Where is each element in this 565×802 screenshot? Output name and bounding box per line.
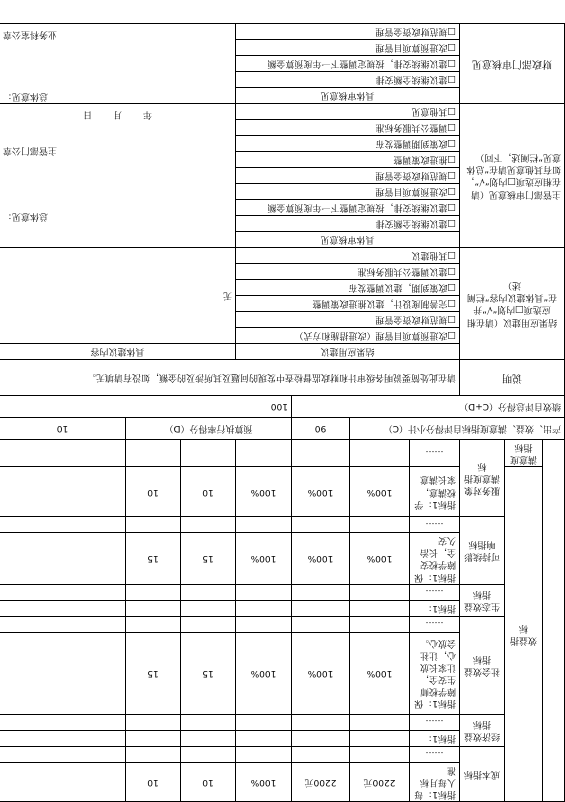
- sustainable-rate: 100%: [236, 533, 292, 585]
- level1-satisfaction: 满意度指标: [505, 439, 543, 466]
- dept-date-year: 年: [142, 108, 152, 119]
- finance-item-1[interactable]: □建议继续全额安排: [236, 71, 460, 87]
- suggestion-item-1[interactable]: □改进预算项目管理（改进措施和方式）: [236, 327, 460, 343]
- suggestion-item-6[interactable]: □其他建议: [236, 247, 460, 263]
- subtotal-label: 产出、效益、满意度指标自评得分小计（C）: [350, 417, 565, 439]
- suggestions-col-header: 结果应用建议: [236, 343, 460, 359]
- satisfaction-actual: 100%: [292, 467, 350, 517]
- finance-specific-label: 具体审核意见: [236, 87, 460, 103]
- total-value: 100: [0, 395, 292, 417]
- satisfaction-indicator-1: 指标1：学校满意，家长满意: [410, 467, 460, 517]
- dept-item-5[interactable]: □推进政策调整: [236, 151, 460, 167]
- level2-social: 社会效益指标: [460, 616, 505, 714]
- dept-overall-cell: [0, 103, 236, 247]
- output-benefit-side-cell: [543, 439, 565, 801]
- social-score: 15: [126, 632, 181, 714]
- level2-economic: 经济效益指标: [460, 714, 505, 746]
- suggestion-item-3[interactable]: □完善制度设计，建议推进政策调整: [236, 295, 460, 311]
- explanation-label: 说明: [460, 359, 565, 395]
- sustainable-weight: 15: [181, 533, 236, 585]
- finance-overall-cell: [0, 23, 236, 103]
- cost-actual: 2200元: [292, 762, 350, 801]
- cost-weight: 10: [181, 762, 236, 801]
- dept-item-7[interactable]: □调整公共服务标准: [236, 119, 460, 135]
- sustainable-score: 15: [126, 533, 181, 585]
- sustainable-indicator-1: 指标1：保障学校安全，长治久安: [410, 533, 460, 585]
- level2-ecological: 生态效益指标: [460, 584, 505, 616]
- cost-indicator-1: 指标1：每人每月标准: [410, 762, 460, 801]
- economic-indicator-1: 指标1：: [410, 730, 460, 746]
- satisfaction-rate: 100%: [236, 467, 292, 517]
- finance-item-3[interactable]: □改进预算项目管理: [236, 39, 460, 55]
- social-target: 100%: [350, 632, 410, 714]
- satisfaction-ellipsis: ……: [410, 439, 460, 466]
- performance-evaluation-table: [0, 23, 565, 802]
- social-weight: 15: [181, 632, 236, 714]
- social-ellipsis: ……: [410, 616, 460, 632]
- economic-ellipsis: ……: [410, 714, 460, 730]
- level2-satisfaction: 服务对象满意度指标: [460, 439, 505, 516]
- finance-item-2[interactable]: □建议继续安排，按规定调整下一年度预算金额: [236, 55, 460, 71]
- finance-item-4[interactable]: □规范财政资金管理: [236, 23, 460, 39]
- dept-item-6[interactable]: □政策到期调整发布: [236, 135, 460, 151]
- cost-target: 2200元: [350, 762, 410, 801]
- level2-cost: 成本指标: [460, 746, 505, 801]
- sustainable-target: 100%: [350, 533, 410, 585]
- level1-benefit: 效益指标: [505, 467, 543, 802]
- suggestion-item-5[interactable]: □建议调整公共服务标准: [236, 263, 460, 279]
- dept-review-left-label: 主管部门审核意见（请在相应选项□内划“√”，如有其他意见请在“总体意见”栏阐述，下同）: [460, 103, 565, 247]
- cost-ellipsis: ……: [410, 746, 460, 762]
- dept-overall-label: 总体意见：: [3, 211, 49, 222]
- suggestions-content-header: 具体建议内容: [0, 343, 236, 359]
- cost-rate: 100%: [236, 762, 292, 801]
- level2-sustainable: 可持续影响指标: [460, 517, 505, 585]
- social-rate: 100%: [236, 632, 292, 714]
- social-actual: 100%: [292, 632, 350, 714]
- dept-seal: 主管部门公章: [3, 145, 58, 156]
- cost-note: [0, 762, 126, 801]
- dept-item-8[interactable]: □其他意见: [236, 103, 460, 119]
- dept-item-2[interactable]: □建议继续安排，按规定调整下一年度预算金额: [236, 199, 460, 215]
- dept-specific-label: 具体审核意见: [236, 231, 460, 247]
- satisfaction-weight: 10: [181, 467, 236, 517]
- exec-rate-label: 预算执行率得分（D）: [126, 417, 292, 439]
- dept-date-month: 月: [113, 108, 123, 119]
- dept-date: [3, 108, 232, 120]
- dept-item-4[interactable]: □规范财政资金管理: [236, 167, 460, 183]
- dept-date-day: 日: [83, 108, 93, 119]
- finance-seal: 业务科室公章: [3, 28, 58, 39]
- cost-score: 10: [126, 762, 181, 801]
- total-label: 绩效自评总得分（C+D）: [292, 395, 565, 417]
- finance-review-left-label: 财政部门审核意见: [460, 23, 565, 103]
- exec-rate-value: 10: [0, 417, 126, 439]
- suggestions-left-label: 结果应用建议（请在相应选项□内划“√”并在“具体建议内容”栏阐述）: [460, 247, 565, 359]
- suggestions-content-value: 无: [0, 247, 236, 343]
- ecological-indicator-1: 指标1：: [410, 600, 460, 616]
- ecological-ellipsis: ……: [410, 584, 460, 600]
- suggestion-item-4[interactable]: □政策到期，建议调整发布: [236, 279, 460, 295]
- social-indicator-1: 指标1：保障学校师生安全，让家长放心，让社会放心。: [410, 632, 460, 714]
- subtotal-value: 90: [292, 417, 350, 439]
- finance-overall-label: 总体意见：: [3, 90, 49, 101]
- sustainable-actual: 100%: [292, 533, 350, 585]
- dept-item-1[interactable]: □建议继续全额安排: [236, 215, 460, 231]
- satisfaction-target: 100%: [350, 467, 410, 517]
- dept-item-3[interactable]: □改进预算项目管理: [236, 183, 460, 199]
- sustainable-ellipsis: ……: [410, 517, 460, 533]
- suggestion-item-2[interactable]: □规范财政资金管理: [236, 311, 460, 327]
- satisfaction-score: 10: [126, 467, 181, 517]
- explanation-text: 请在此处简要说明各级审计和财政监督检查中发现的问题及其所涉及的金额，如没有请填无。: [0, 359, 460, 395]
